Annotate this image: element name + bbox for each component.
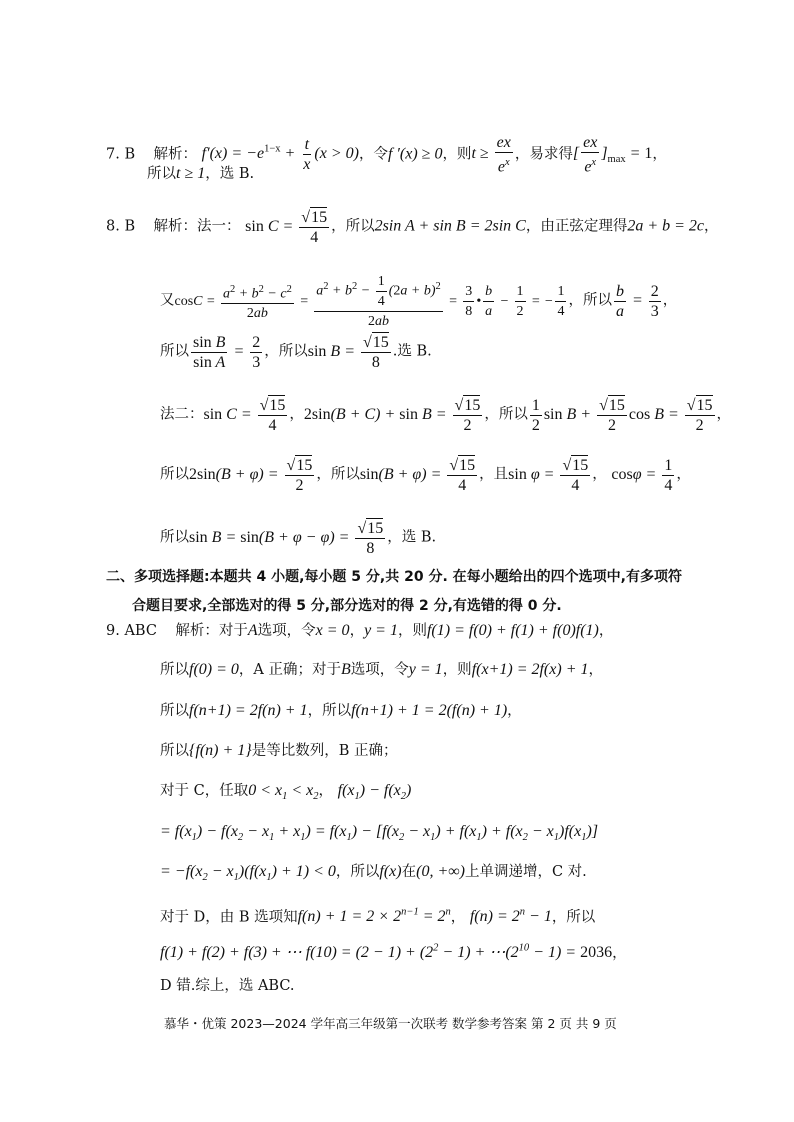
q9-line-6: = $f(x_1) - f(x_2 - x_1 + x_1) = f(x_1) - [f(x_2 - x_1) + f(x_1) + f(x_2 - x_1)f(x_1)]$ [160,823,599,844]
q8-line-6: 所以sin B = sin(B + φ − φ) = $\frac{√15}{8}$ ，选 B. [160,520,437,557]
section2-heading-line-2: 合题目要求,全部选对的得 5 分,部分选对的得 2 分,有选错的得 0 分. [132,598,562,614]
q7-derivative-formula: $f'(x) = -e^{1-x}$ + $\frac{t}{x}$ (x > 0) [201,136,359,174]
q9-line-7: = $-f(x_2 - x_1)(f(x_1) + 1) < 0$，所以f(x)在(0, +∞)上单调递增，C 对. [160,863,587,884]
q7-line-1: 7. B 解析： $f'(x) = -e^{1-x}$ + $\frac{t}{x}$ (x > 0)，令f ′(x) ≥ 0，则t ≥ $\frac{ex}{e^x}$ ，易求得[ $\frac{ex}{e^x}$ ]$_{max} = 1$， [106,134,667,176]
q8-line-4: 法二：sin C = $\frac{√15}{4}$ ，2sin(B + C) + sin B = $\frac{√15}{2}$ ，所以 $\frac{1}{2}$ sin B + $\frac{√15}{2}$ cos B = $\frac{√15}{2}$ ， [160,396,732,434]
q9-line-5: 对于 C，任取$0 < x_1 < x_2$， $f(x_1) - f(x_2)$ [160,782,412,803]
q9-line-10: D 错.综上，选 ABC. [160,978,295,994]
q9-line-2: 所以f(0) = 0，A 正确；对于B选项，令y = 1，则f(x+1) = 2f(x) + 1， [160,661,603,678]
q8-line-1: 8. B 解析：法一： sin C = $\frac{√15}{4}$ ，所以2sin A + sin B = 2sin C，由正弦定理得2a + b = 2c， [106,209,719,246]
page-footer: 慕华・优策 2023—2024 学年高三年级第一次联考 数学参考答案 第 2 页 共 9 页 [164,1016,617,1031]
q9-line-3: 所以f(n+1) = 2f(n) + 1，所以f(n+1) + 1 = 2(f(n) + 1)， [160,702,522,719]
q9-line-1: 9. ABC 解析：对于A选项，令x = 0，y = 1，则f(1) = f(0) + f(1) + f(0)f(1)， [106,622,614,639]
q9-line-9: f(1) + f(2) + f(3) + ⋯ $f(10) = (2 - 1) + (2^2 - 1)$ + $\cdots(2^{10} - 1) = 2036$， [160,943,627,962]
q7-line-2: 所以t ≥ 1，选 B. [147,165,255,182]
q8-line-5: 所以2sin(B + φ) = $\frac{√15}{2}$ ，所以sin(B + φ) = $\frac{√15}{4}$ ，且sin φ = $\frac{√15}{4}$ ， cosφ = $\frac{1}{4}$ ， [160,456,691,494]
section2-heading-line-1: 二、多项选择题:本题共 4 小题,每小题 5 分,共 20 分. 在每小题给出的四个选项中,有多项符 [106,569,682,585]
q8-line-2: 又cosC = $\frac{a^2 + b^2 - c^2}{2ab}$ = $a^2 + b^2$ − $\frac{1}{4}$ $(2a + b)^2$ 2ab = $\frac{3}{8}$ • $\frac{b}{a}$ − $\frac{1}{2}$ = − $\frac{1}{4}$ ，所以 $\frac{b}{a}$ = $\frac{2}{3}$ ， [160,274,678,329]
q8-line-3: 所以 $\frac{\text{sin B}}{\text{sin A}}$ = $\frac{2}{3}$ ，所以sin B = $\frac{√15}{8}$ .选 B. [160,333,432,371]
q9-line-4: 所以{f(n) + 1}是等比数列，B 正确； [160,742,398,759]
q9-line-8: 对于 D，由 B 选项知$f(n) + 1 = 2 \times 2^{n-1} = 2^n$， $f(n) = 2^n - 1$，所以 [160,907,596,926]
